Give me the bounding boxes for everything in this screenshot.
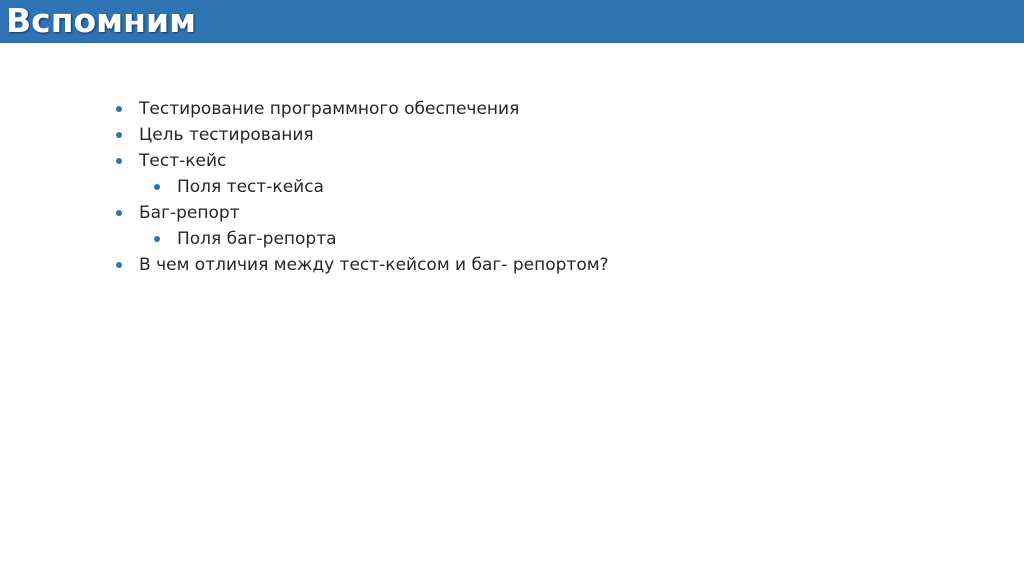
bullet-text: Тестирование программного обеспечения <box>139 99 520 119</box>
bullet-text: Баг-репорт <box>139 203 240 223</box>
bullet-text: Цель тестирования <box>139 125 314 145</box>
bullet-item <box>115 96 609 122</box>
bullet-dot-icon <box>116 210 122 216</box>
bullet-list <box>115 96 609 278</box>
bullet-dot-icon <box>154 184 160 190</box>
bullet-text: Поля тест-кейса <box>177 177 324 197</box>
bullet-item <box>115 148 609 174</box>
bullet-item <box>115 122 609 148</box>
bullet-dot-icon <box>116 158 122 164</box>
bullet-text: Тест-кейс <box>139 151 227 171</box>
bullet-text: В чем отличия между тест-кейсом и баг- репортом? <box>139 255 609 275</box>
sub-bullet-item <box>115 174 609 200</box>
title-bar <box>0 0 1024 43</box>
bullet-dot-icon <box>116 132 122 138</box>
slide-title: Вспомним <box>6 1 197 40</box>
bullet-item <box>115 252 609 278</box>
bullet-dot-icon <box>154 236 160 242</box>
bullet-item <box>115 200 609 226</box>
sub-bullet-item <box>115 226 609 252</box>
bullet-dot-icon <box>116 262 122 268</box>
bullet-text: Поля баг-репорта <box>177 229 337 249</box>
bullet-dot-icon <box>116 106 122 112</box>
